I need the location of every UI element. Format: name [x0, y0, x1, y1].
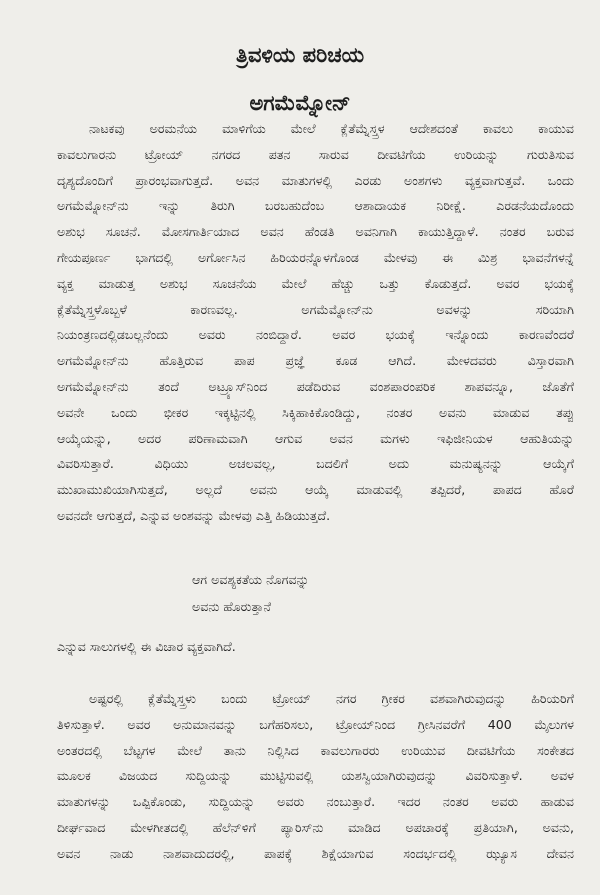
verse-line: ಆಗ ಅವಶ್ಯಕತೆಯ ನೊಗವನ್ನು [192, 572, 310, 587]
text-line: ಅವನೇ ಒಂದು ಭೀಕರ ಇಕ್ಕಟ್ಟಿನಲ್ಲಿ ಸಿಕ್ಕಿಹಾಕಿಕೊಂಡಿದ್ದು, ನಂತರ ಅವನು ಮಾಡುವ ತಪ್ಪು [57, 404, 574, 420]
text-line: ಅವನ ನಾಡು ನಾಶವಾದುದರಲ್ಲಿ, ಪಾಪಕ್ಕೆ ಶಿಕ್ಷೆಯಾಗುವ ಸಂದರ್ಭದಲ್ಲಿ ಝ್ಯೂಸ ದೇವನ [57, 845, 574, 861]
text-line: ನಾಟಕವು ಅರಮನೆಯ ಮಾಳಿಗೆಯ ಮೇಲೆ ಕ್ಲೆತೆಮ್ನೆಸ್ತ್ರಳ ಆದೇಶದಂತೆ ಕಾವಲು ಕಾಯುವ [89, 121, 574, 136]
text-line: ಅಷ್ಟರಲ್ಲಿ ಕ್ಲೆತೆಮ್ನೆಸ್ತ್ರಳು ಬಂದು ಟ್ರೋಯ್ ನಗರ ಗ್ರೀಕರ ವಶವಾಗಿರುವುದನ್ನು ಹಿರಿಯರಿಗೆ [89, 691, 574, 706]
text-line: ಎನ್ನುವ ಸಾಲುಗಳಲ್ಲಿ ಈ ವಿಚಾರ ವ್ಯಕ್ತವಾಗಿದೆ. [57, 639, 236, 654]
text-line: ಅಂತರದಲ್ಲಿ ಬೆಟ್ಟಗಳ ಮೇಲೆ ತಾನು ನಿಲ್ಲಿಸಿದ ಕಾವಲುಗಾರರು ಉರಿಯುವ ದೀವಟಿಗೆಯ ಸಂಕೇತದ [57, 742, 574, 758]
text-line: ಕ್ಲೆತೆಮ್ನೆಸ್ತ್ರಳೊಬ್ಬಳೆ ಕಾರಣವಲ್ಲ. ಅಗಮೆಮ್ನೋನ್‌ನು ಅವಳನ್ನು ಸರಿಯಾಗಿ [57, 301, 574, 317]
text-line: ತಿಳಿಸುತ್ತಾಳೆ. ಅವರ ಅನುಮಾನವನ್ನು ಬಗೆಹರಿಸಲು, ಟ್ರೋಯ್‌ನಿಂದ ಗ್ರೀಸಿನವರೆಗೆ 400 ಮೈಲುಗಳ [57, 716, 574, 732]
text-line: ಅಗಮೆಮ್ನೋನ್‌ನು ಇನ್ನು ತಿರುಗಿ ಬರಬಹುದೆಂಬ ಆಶಾದಾಯಕ ನಿರೀಕ್ಷೆ. ಎರಡನೆಯದೊಂದು [57, 198, 574, 214]
text-line: ಕಾವಲುಗಾರನು ಟ್ರೋಯ್ ನಗರದ ಪತನ ಸಾರುವ ದೀವಟಿಗೆಯ ಉರಿಯನ್ನು ಗುರುತಿಸುವ [57, 146, 574, 162]
text-line: ಅವನದೇ ಆಗುತ್ತದೆ, ಎನ್ನುವ ಅಂಶವನ್ನು ಮೇಳವು ಎತ್ತಿ ಹಿಡಿಯುತ್ತದೆ. [57, 507, 331, 523]
text-line: ಮೂಲಕ ವಿಜಯದ ಸುದ್ದಿಯನ್ನು ಮುಟ್ಟಿಸುವಲ್ಲಿ ಯಶಸ್ವಿಯಾಗಿರುವುದನ್ನು ವಿವರಿಸುತ್ತಾಳೆ. ಅವಳ [57, 768, 574, 784]
paragraph-3 [57, 686, 574, 867]
text-line: ದೀರ್ಘವಾದ ಮೇಳಗೀತದಲ್ಲಿ ಹೆಲೆನ್‌ಳಿಗೆ ಪ್ಯಾರಿಸ್‌ನು ಮಾಡಿದ ಅಪಚಾರಕ್ಕೆ ಪ್ರತಿಯಾಗಿ, ಅವನು, [57, 819, 574, 835]
text-line: ವಿವರಿಸುತ್ತಾರೆ. ವಿಧಿಯು ಅಚಲವಲ್ಲ, ಬದಲಿಗೆ ಅದು ಮನುಷ್ಯನನ್ನು ಆಯ್ಕೆಗೆ [57, 456, 574, 472]
paragraph-1 [57, 116, 574, 529]
text-line: ವ್ಯಕ್ತ ಮಾಡುತ್ತ ಅಶುಭ ಸೂಚನೆಯ ಮೇಲೆ ಹೆಚ್ಚು ಒತ್ತು ಕೊಡುತ್ತದೆ. ಅವರ ಭಯಕ್ಕೆ [57, 275, 574, 291]
text-line: ಅಗಮೆಮ್ನೋನ್‌ನು ತಂದೆ ಅಟ್ರ್ಯೂಸ್‌ನಿಂದ ಪಡೆದಿರುವ ವಂಶಪಾರಂಪರಿಕ ಶಾಪವನ್ನೂ, ಜೊತೆಗೆ [57, 378, 574, 394]
text-line: ಅಶುಭ ಸೂಚನೆ. ಮೋಸಗಾರ್ತಿಯಾದ ಅವನ ಹೆಂಡತಿ ಅವನಿಗಾಗಿ ಕಾಯುತ್ತಿದ್ದಾಳೆ. ನಂತರ ಬರುವ [57, 224, 574, 240]
text-line: ಗೇಯಪೂರ್ಣ ಭಾಗದಲ್ಲಿ ಅರ್ಗೋಸಿನ ಹಿರಿಯರನ್ನೊಳಗೊಂಡ ಮೇಳವು ಈ ಮಿಶ್ರ ಭಾವನೆಗಳನ್ನೆ [57, 249, 574, 265]
text-line: ಆಯ್ಕೆಯನ್ನು, ಅದರ ಪರಿಣಾಮವಾಗಿ ಆಗುವ ಅವನ ಮಗಳು ಇಫಿಜೀನಿಯಳ ಆಹುತಿಯನ್ನು [57, 430, 574, 446]
text-line: ಅಗಮೆಮ್ನೋನ್‌ನು ಹೊತ್ತಿರುವ ಪಾಪ ಪ್ರಜ್ಞೆ ಕೂಡ ಆಗಿದೆ. ಮೇಳದವರು ವಿಸ್ತಾರವಾಗಿ [57, 353, 574, 369]
verse-quote [192, 566, 572, 620]
text-line: ದೃಶ್ಯದೊಂದಿಗೆ ಪ್ರಾರಂಭವಾಗುತ್ತದೆ. ಅವನ ಮಾತುಗಳಲ್ಲಿ ಎರಡು ಅಂಶಗಳು ವ್ಯಕ್ತವಾಗುತ್ತವೆ. ಒಂದು [57, 172, 574, 188]
section-title: ಅಗಮೆಮ್ನೋನ್ [249, 91, 351, 115]
text-line: ಮುಖಾಮುಖಿಯಾಗಿಸುತ್ತದೆ, ಅಲ್ಲದೆ ಅವನು ಆಯ್ಕೆ ಮಾಡುವಲ್ಲಿ ತಪ್ಪಿದರೆ, ಪಾಪದ ಹೊರೆ [57, 482, 574, 498]
text-line: ನಿಯಂತ್ರಣದಲ್ಲಿಡಬಲ್ಲನೆಂದು ಅವರು ನಂಬಿದ್ದಾರೆ. ಅವರ ಭಯಕ್ಕೆ ಇನ್ನೊಂದು ಕಾರಣವೆಂದರೆ [57, 327, 574, 343]
paragraph-2 [57, 634, 574, 660]
chapter-title: ತ್ರಿವಳಿಯ ಪರಿಚಯ [235, 43, 365, 67]
verse-line: ಅವನು ಹೊರುತ್ತಾನೆ [192, 599, 272, 614]
text-line: ಮಾತುಗಳನ್ನು ಒಪ್ಪಿಕೊಂಡು, ಸುದ್ದಿಯನ್ನು ಅವರು ನಂಬುತ್ತಾರೆ. ಇದರ ನಂತರ ಅವರು ಹಾಡುವ [57, 794, 574, 810]
